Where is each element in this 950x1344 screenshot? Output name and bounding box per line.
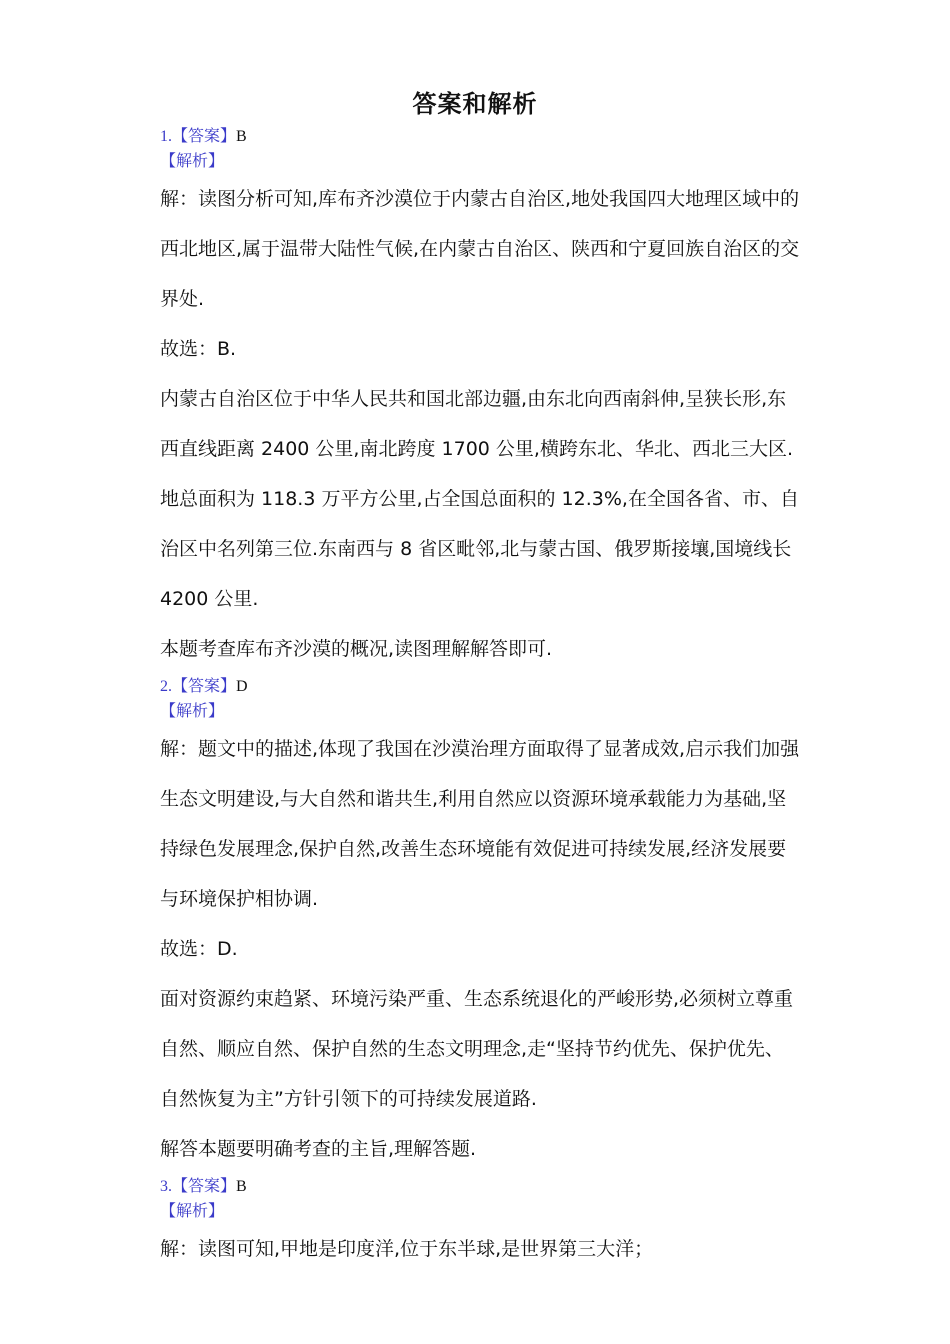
answer-line (160, 1174, 800, 1200)
question-3 (160, 1174, 800, 1274)
answer-content (160, 124, 800, 1274)
answer-tag: 【答案】 (172, 1178, 237, 1195)
page-title: 答案和解析 (412, 90, 538, 118)
question-number: 1. (160, 128, 172, 145)
answer-tag: 【答案】 (172, 678, 237, 695)
summary-paragraph: 本题考查库布齐沙漠的概况,读图理解解答即可. (160, 638, 553, 660)
analysis-paragraph: 解：读图分析可知,库布齐沙漠位于内蒙古自治区,地处我国四大地理区域中的西北地区,属于温带大陆性气候,在内蒙古自治区、陕西和宁夏回族自治区的交界处. (160, 188, 800, 310)
question-number: 2. (160, 678, 172, 695)
analysis-paragraph: 解：题文中的描述,体现了我国在沙漠治理方面取得了显著成效,启示我们加强生态文明建设,与大自然和谐共生,利用自然应以资源环境承载能力为基础,坚持绿色发展理念,保护自然,改善生态环境能有效促进可持续发展,经济发展要与环境保护相协调. (160, 738, 800, 910)
answer-tag: 【答案】 (172, 128, 237, 145)
analysis-tag: 【解析】 (160, 703, 225, 720)
choice-paragraph: 故选：B. (160, 338, 237, 360)
answer-value: D (236, 678, 248, 695)
analysis-tag: 【解析】 (160, 153, 225, 170)
analysis-tag: 【解析】 (160, 1203, 225, 1220)
analysis-paragraph: 解：读图可知,甲地是印度洋,位于东半球,是世界第三大洋； (160, 1238, 654, 1260)
analysis-paragraph: 内蒙古自治区位于中华人民共和国北部边疆,由东北向西南斜伸,呈狭长形,东西直线距离 2400 公里,南北跨度 1700 公里,横跨东北、华北、西北三大区.地总面积为 118.3 万平方公里,占全国总面积的 12.3%,在全国各省、市、自治区中名列第三位.东南西与 8 省区毗邻,北与蒙古国、俄罗斯接壤,国境线长 4200 公里. (160, 388, 799, 610)
answer-value: B (236, 1178, 247, 1195)
summary-paragraph: 解答本题要明确考查的主旨,理解答题. (160, 1138, 477, 1160)
question-2 (160, 674, 800, 1174)
choice-paragraph: 故选：D. (160, 938, 238, 960)
analysis-paragraph: 面对资源约束趋紧、环境污染严重、生态系统退化的严峻形势,必须树立尊重自然、顺应自然、保护自然的生态文明理念,走“坚持节约优先、保护优先、自然恢复为主”方针引领下的可持续发展道路. (160, 988, 794, 1110)
question-1 (160, 124, 800, 674)
answer-line (160, 674, 800, 700)
answer-value: B (236, 128, 247, 145)
question-number: 3. (160, 1178, 172, 1195)
answer-line (160, 124, 800, 150)
